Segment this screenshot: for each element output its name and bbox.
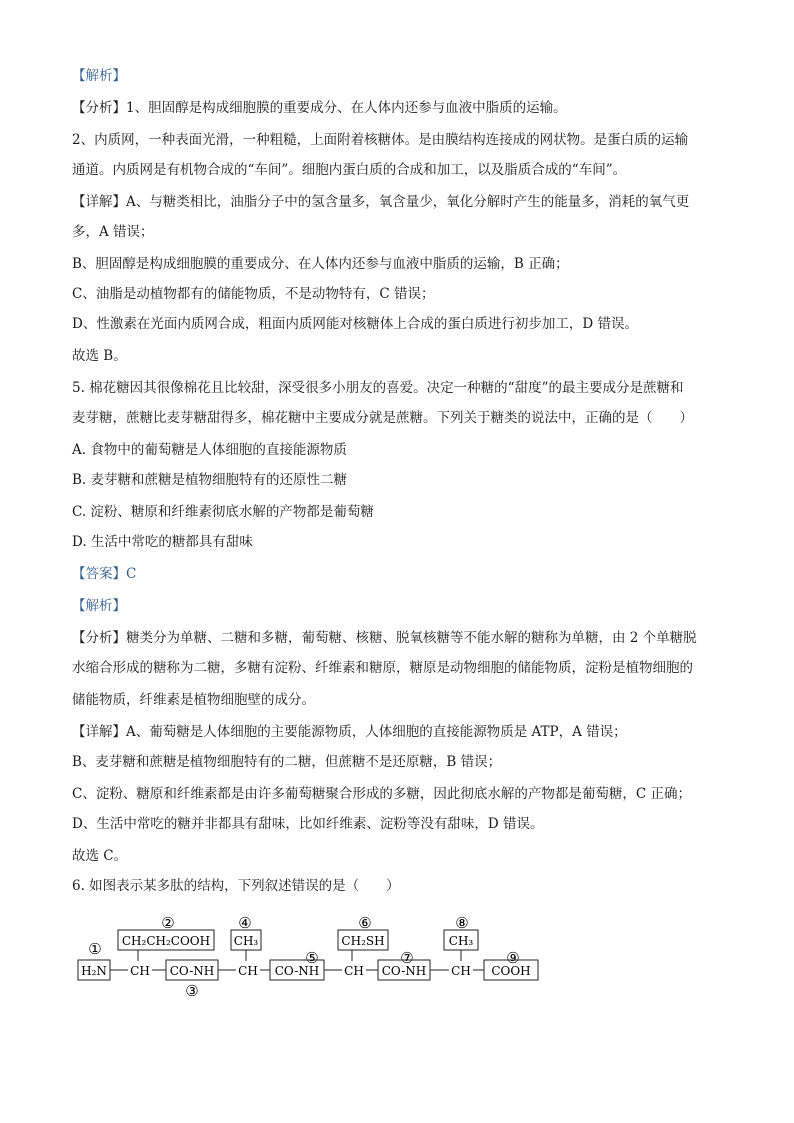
amino-group: H₂N [81, 964, 107, 978]
text-line: 故选 B。 [72, 348, 127, 364]
text-line: C、淀粉、糖原和纤维素都是由许多葡萄糖聚合形成的多糖，因此彻底水解的产物都是葡萄糖，C 正确； [72, 786, 691, 802]
alpha-carbon: CH [344, 964, 364, 978]
label-7: ⑦ [400, 949, 414, 967]
text-line: 【详解】A、葡萄糖是人体细胞的主要能源物质，人体细胞的直接能源物质是 ATP，A 错误； [72, 724, 627, 740]
text-line: 麦芽糖，蔗糖比麦芽糖甜得多，棉花糖中主要成分就是蔗糖。下列关于糖类的说法中，正确的是（ ） [72, 410, 693, 426]
alpha-carbon: CH [238, 964, 258, 978]
text-line: B、胆固醇是构成细胞膜的重要成分、在人体内还参与血液中脂质的运输，B 正确； [72, 256, 569, 272]
text-line: 【解析】 [72, 68, 126, 84]
text-line: 5. 棉花糖因其很像棉花且比较甜，深受很多小朋友的喜爱。决定一种糖的“甜度”的最主要成分是蔗糖和 [72, 380, 684, 396]
peptide-bond-5: CO-NH [274, 964, 320, 978]
text-line: 【详解】A、与糖类相比，油脂分子中的氢含量多，氧含量少，氧化分解时产生的能量多，消耗的氧气更 [72, 194, 690, 210]
text-line: D、性激素在光面内质网合成，粗面内质网能对核糖体上合成的蛋白质进行初步加工，D 错误。 [72, 316, 638, 332]
text-line: B. 麦芽糖和蔗糖是植物细胞特有的还原性二糖 [72, 472, 348, 488]
text-line: 【分析】糖类分为单糖、二糖和多糖，葡萄糖、核糖、脱氧核糖等不能水解的糖称为单糖，由 2 个单糖脱 [72, 630, 697, 646]
text-line: 【分析】1、胆固醇是构成细胞膜的重要成分、在人体内还参与血液中脂质的运输。 [72, 100, 567, 116]
text-line: 故选 C。 [72, 848, 128, 864]
text-line: C. 淀粉、糖原和纤维素彻底水解的产物都是葡萄糖 [72, 504, 374, 520]
carboxyl-group: COOH [491, 964, 531, 978]
alpha-carbon: CH [451, 964, 471, 978]
text-line: 通道。内质网是有机物合成的“车间”。细胞内蛋白质的合成和加工，以及脂质合成的“车间”。 [72, 162, 627, 178]
text-line: 6. 如图表示某多肽的结构，下列叙述错误的是（ ） [72, 878, 400, 894]
text-line: 多，A 错误； [72, 224, 154, 240]
r-group-4: CH₃ [233, 934, 259, 948]
text-line: C、油脂是动植物都有的储能物质，不是动物特有，C 错误； [72, 286, 435, 302]
peptide-bond-3: CO-NH [169, 964, 215, 978]
text-line: 水缩合形成的糖称为二糖，多糖有淀粉、纤维素和糖原，糖原是动物细胞的储能物质，淀粉是植物细胞的 [72, 660, 693, 676]
label-2: ② [161, 914, 175, 932]
polypeptide-structure-diagram [70, 908, 550, 1008]
peptide-bond-7: CO-NH [381, 964, 427, 978]
text-line: D. 生活中常吃的糖都具有甜味 [72, 534, 253, 550]
r-group-2: CH₂CH₂COOH [121, 934, 211, 948]
text-line: 【答案】C [72, 566, 137, 582]
text-line: A. 食物中的葡萄糖是人体细胞的直接能源物质 [72, 442, 347, 458]
label-6: ⑥ [358, 914, 372, 932]
label-3: ③ [185, 982, 199, 1000]
label-5: ⑤ [305, 949, 319, 967]
text-line: 【解析】 [72, 598, 126, 614]
label-9: ⑨ [506, 949, 520, 967]
label-4: ④ [238, 914, 252, 932]
label-8: ⑧ [455, 914, 469, 932]
alpha-carbon: CH [130, 964, 150, 978]
text-line: 2、内质网，一种表面光滑，一种粗糙，上面附着核糖体。是由膜结构连接成的网状物。是蛋白质的运输 [72, 132, 689, 148]
text-line: B、麦芽糖和蔗糖是植物细胞特有的二糖，但蔗糖不是还原糖，B 错误； [72, 754, 502, 770]
label-1: ① [88, 940, 102, 958]
r-group-8: CH₃ [448, 934, 474, 948]
text-line: D、生活中常吃的糖并非都具有甜味，比如纤维素、淀粉等没有甜味，D 错误。 [72, 816, 544, 832]
r-group-6: CH₂SH [341, 934, 385, 948]
text-line: 储能物质，纤维素是植物细胞壁的成分。 [72, 692, 315, 708]
